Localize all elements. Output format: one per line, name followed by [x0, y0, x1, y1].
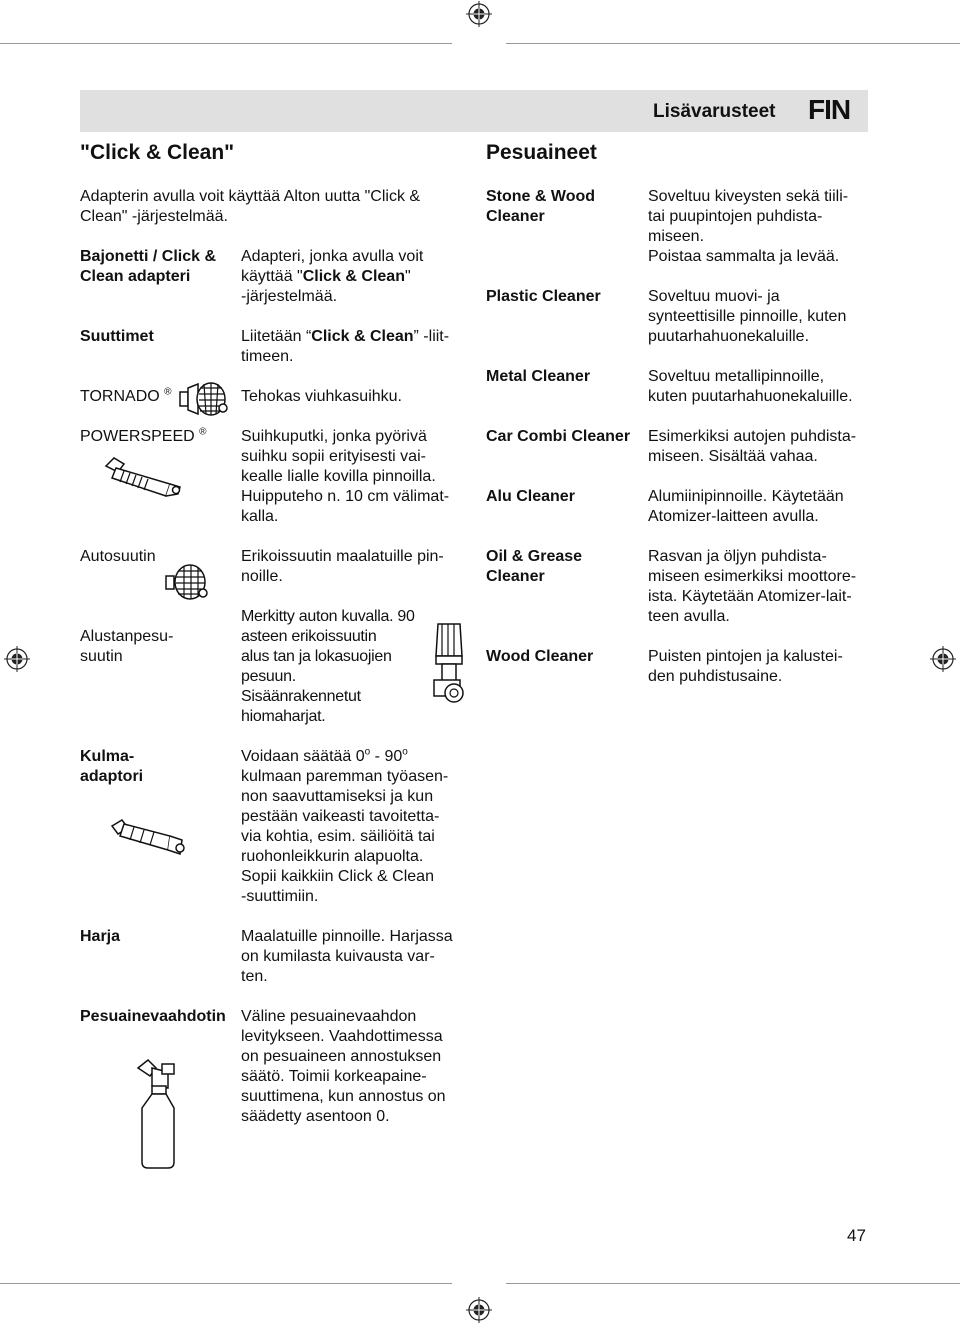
cleaner-label-car-combi: Car Combi Cleaner: [486, 428, 631, 445]
item-desc-powerspeed: Suihkuputki, jonka pyörivä suihku sopii erityisesti vai- kealle lialle kovilla pinnoilla. Huipputeho n. 10 cm välimat- kalla.: [241, 428, 450, 525]
cleaner-desc-oil-grease: Rasvan ja öljyn puhdista- miseen esimerkiksi moottore- ista. Käytetään Atomizer-lait- teen avulla.: [648, 548, 857, 625]
cleaner-desc-wood: Puisten pintojen ja kalustei- den puhdistusaine.: [648, 648, 843, 685]
crop-line-bottom-right: [506, 1283, 960, 1284]
registration-mark-icon: [466, 1, 492, 27]
item-desc-harja: Maalatuille pinnoille. Harjassa on kumilasta kuivausta var- ten.: [241, 928, 453, 985]
item-label-bajonetti: Bajonetti / Click & Clean adapteri: [80, 248, 217, 285]
tornado-nozzle-icon: [178, 378, 232, 420]
cleaner-desc-plastic: Soveltuu muovi- ja synteettisille pinnoille, kuten puutarhahuonekaluille.: [648, 288, 847, 345]
registration-mark-icon: [930, 646, 956, 672]
item-desc-alustanpesusuutin: Merkitty auton kuvalla. 90 asteen erikoissuutin alus tan ja lokasuojien pesuun. Sisäänrakennetut hiomaharjat.: [241, 608, 415, 725]
intro-text: Adapterin avulla voit käyttää Alton uutta "Click & Clean" -järjestelmää.: [80, 188, 421, 225]
crop-line-bottom-left: [0, 1283, 452, 1284]
right-column-title: Pesuaineet: [486, 141, 597, 164]
item-desc-bajonetti: Adapteri, jonka avulla voit käyttää "Click & Clean" -järjestelmää.: [241, 248, 424, 305]
header-language-code: FIN: [808, 94, 851, 125]
item-label-pesuainevaahdotin: Pesuainevaahdotin: [80, 1008, 226, 1025]
cleaner-desc-metal: Soveltuu metallipinnoille, kuten puutarhahuonekaluille.: [648, 368, 853, 405]
car-nozzle-icon: [164, 562, 212, 602]
cleaner-label-oil-grease: Oil & Grease Cleaner: [486, 548, 583, 585]
cleaner-label-plastic: Plastic Cleaner: [486, 288, 601, 305]
underbody-nozzle-icon: [430, 620, 470, 706]
item-label-suuttimet: Suuttimet: [80, 328, 154, 345]
cleaner-desc-alu: Alumiinipinnoille. Käytetään Atomizer-laitteen avulla.: [648, 488, 844, 525]
item-label-powerspeed: POWERSPEED ®: [80, 426, 207, 445]
item-desc-suuttimet: Liitetään “Click & Clean” -liit- timeen.: [241, 328, 450, 365]
registration-mark-icon: [4, 646, 30, 672]
powerspeed-lance-icon: [104, 456, 186, 498]
item-label-autosuutin: Autosuutin: [80, 548, 156, 565]
item-desc-tornado: Tehokas viuhkasuihku.: [241, 388, 402, 405]
page-number: 47: [847, 1226, 866, 1245]
cleaner-label-wood: Wood Cleaner: [486, 648, 594, 665]
crop-line-top-left: [0, 43, 452, 44]
item-label-kulma-adaptori: Kulma- adaptori: [80, 748, 144, 785]
registration-mark-icon: [466, 1297, 492, 1323]
crop-line-top-right: [506, 43, 960, 44]
cleaner-label-alu: Alu Cleaner: [486, 488, 575, 505]
item-desc-pesuainevaahdotin: Väline pesuainevaahdon levitykseen. Vaahdottimessa on pesuaineen annostuksen säätö. Toimii korkeapaine- suuttimena, kun annostus on säädetty asentoon 0.: [241, 1008, 446, 1125]
left-column-title: "Click & Clean": [80, 141, 235, 164]
cleaner-label-metal: Metal Cleaner: [486, 368, 591, 385]
item-label-tornado: TORNADO ®: [80, 386, 172, 405]
item-label-harja: Harja: [80, 928, 121, 945]
item-desc-autosuutin: Erikoissuutin maalatuille pin- noille.: [241, 548, 444, 585]
item-desc-kulma-adaptori: Voidaan säätää 0$^o$ - 90$^o$ kulmaan paremman työasen- non saavuttamiseksi ja kun pestään vaikeasti tavoitetta- via kohtia, esim. säiliöitä tai ruohonleikkurin alapuolta. Sopii kaikkiin Click & Clean -suuttimiin.: [241, 746, 449, 905]
angle-adapter-icon: [110, 814, 190, 860]
header-section-title: Lisävarusteet: [653, 101, 776, 122]
cleaner-label-stone-wood: Stone & Wood Cleaner: [486, 188, 596, 225]
cleaner-desc-stone-wood: Soveltuu kiveysten sekä tiili- tai puupintojen puhdista- miseen. Poistaa sammalta ja levää.: [648, 188, 849, 265]
foam-sprayer-icon: [134, 1058, 182, 1170]
item-label-alustanpesusuutin: Alustanpesu- suutin: [80, 628, 174, 665]
cleaner-desc-car-combi: Esimerkiksi autojen puhdista- miseen. Sisältää vahaa.: [648, 428, 857, 465]
